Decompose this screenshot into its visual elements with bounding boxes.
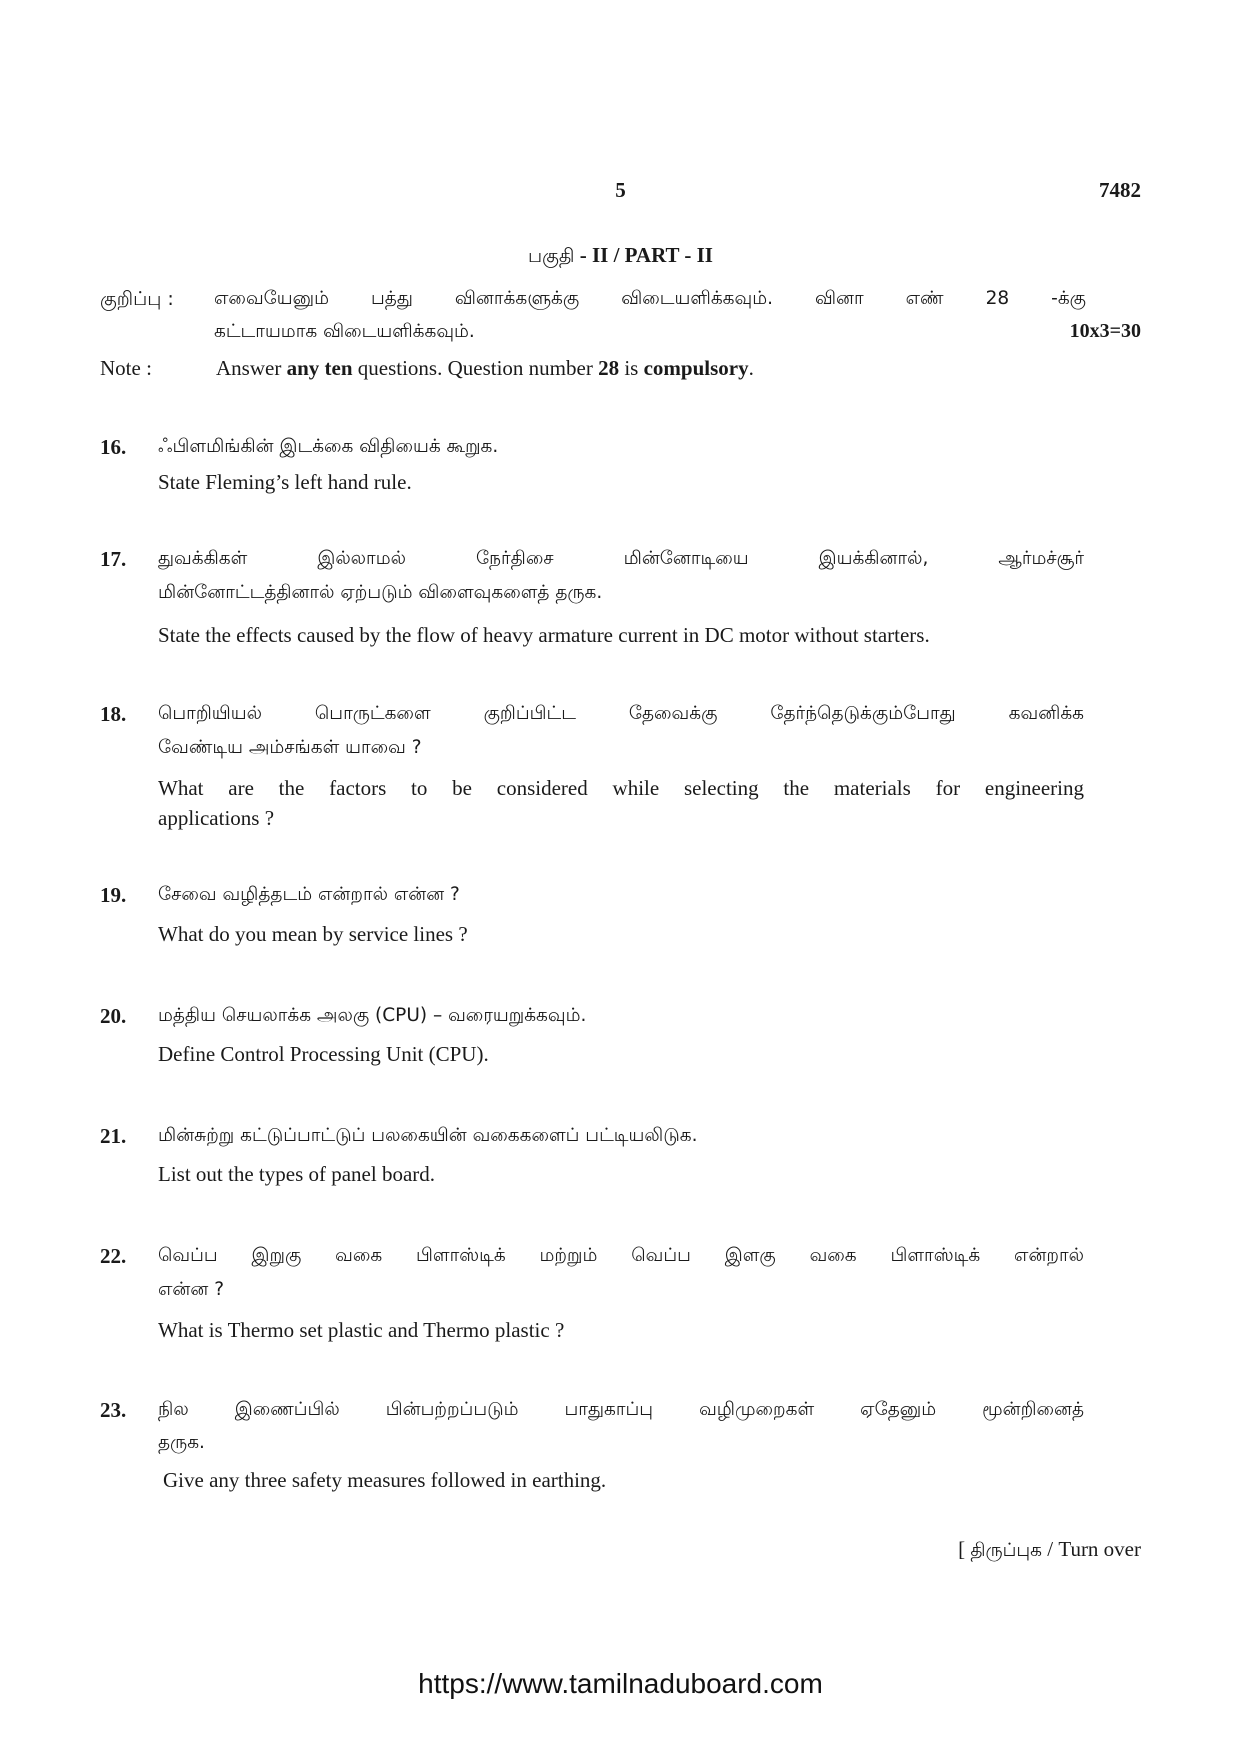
question-number: 23.: [100, 1398, 127, 1422]
question-tamil-line: வேண்டிய அம்சங்கள் யாவை ?: [158, 737, 422, 758]
note-emphasis: 28: [598, 356, 620, 380]
question-english-line: What are the factors to be considered while selecting the materials for engineering: [158, 776, 1084, 800]
question-english-line: State the effects caused by the flow of heavy armature current in DC motor without starters.: [158, 623, 930, 647]
part-title-english: - II / PART - II: [574, 243, 713, 267]
part-title-tamil: பகுதி: [528, 245, 575, 267]
footer-url: https://www.tamilnaduboard.com: [418, 1668, 823, 1699]
question-tamil-line: சேவை வழித்தடம் என்றால் என்ன ?: [158, 884, 460, 905]
question-number: 18.: [100, 702, 127, 726]
question-tamil-line: வெப்ப இறுகு வகை பிளாஸ்டிக் மற்றும் வெப்ப இளகு வகை பிளாஸ்டிக் என்றால்: [158, 1245, 1084, 1266]
question-tamil-line: மின்னோட்டத்தினால் ஏற்படும் விளைவுகளைத் தருக.: [158, 582, 603, 603]
question-number: 19.: [100, 883, 127, 907]
note-emphasis: compulsory: [643, 356, 749, 380]
turn-over-note: [958, 1537, 1141, 1563]
note-text: Answer: [216, 356, 287, 380]
page-number: 5: [615, 178, 626, 202]
note-text: .: [748, 356, 754, 380]
turn-over-tamil: திருப்புக: [970, 1540, 1043, 1561]
note-tamil-line-1: எவையேனும் பத்து வினாக்களுக்கு விடையளிக்கவும். வினா எண் 28 -க்கு: [214, 288, 1086, 309]
question-tamil-line: ஃபிளமிங்கின் இடக்கை விதியைக் கூறுக.: [158, 436, 499, 457]
question-number: 16.: [100, 435, 127, 459]
question-english-line: What is Thermo set plastic and Thermo plastic ?: [158, 1318, 565, 1342]
question-tamil-line: பொறியியல் பொருட்களை குறிப்பிட்ட தேவைக்கு தேர்ந்தெடுக்கும்போது கவனிக்க: [158, 703, 1084, 724]
paper-code: 7482: [1099, 178, 1141, 202]
part-title: [0, 243, 1241, 270]
question-tamil-line: மத்திய செயலாக்க அலகு (CPU) – வரையறுக்கவும்.: [158, 1005, 587, 1026]
question-english-line: State Fleming’s left hand rule.: [158, 470, 412, 494]
question-tamil-line: துவக்கிகள் இல்லாமல் நேர்திசை மின்னோடியை இயக்கினால், ஆர்மச்சூர்: [158, 548, 1084, 569]
question-number: 20.: [100, 1004, 127, 1028]
turn-over-bracket: [: [958, 1537, 971, 1561]
question-number: 17.: [100, 547, 127, 571]
note-text: questions. Question number: [352, 356, 599, 380]
note-text: is: [619, 356, 644, 380]
question-tamil-line: மின்சுற்று கட்டுப்பாட்டுப் பலகையின் வகைகளைப் பட்டியலிடுக.: [158, 1125, 698, 1146]
question-tamil-line: என்ன ?: [158, 1279, 225, 1300]
note-tamil-line-2: கட்டாயமாக விடையளிக்கவும்.: [214, 321, 475, 342]
question-number: 21.: [100, 1124, 127, 1148]
question-tamil-line: தருக.: [158, 1432, 205, 1453]
note-emphasis: any ten: [286, 356, 353, 380]
turn-over-english: / Turn over: [1042, 1537, 1141, 1561]
question-english-line: Define Control Processing Unit (CPU).: [158, 1042, 489, 1066]
question-number: 22.: [100, 1244, 127, 1268]
question-english-line: What do you mean by service lines ?: [158, 922, 468, 946]
question-english-line: applications ?: [158, 806, 275, 830]
note-english-text: [216, 356, 754, 381]
question-tamil-line: நில இணைப்பில் பின்பற்றப்படும் பாதுகாப்பு வழிமுறைகள் ஏதேனும் மூன்றினைத்: [158, 1399, 1084, 1420]
marks-allocation: 10x3=30: [1069, 320, 1141, 342]
question-english-line: List out the types of panel board.: [158, 1162, 436, 1186]
note-english-label: Note :: [100, 356, 152, 380]
note-tamil-label: குறிப்பு :: [100, 288, 174, 310]
question-english-line: Give any three safety measures followed in earthing.: [163, 1468, 607, 1492]
